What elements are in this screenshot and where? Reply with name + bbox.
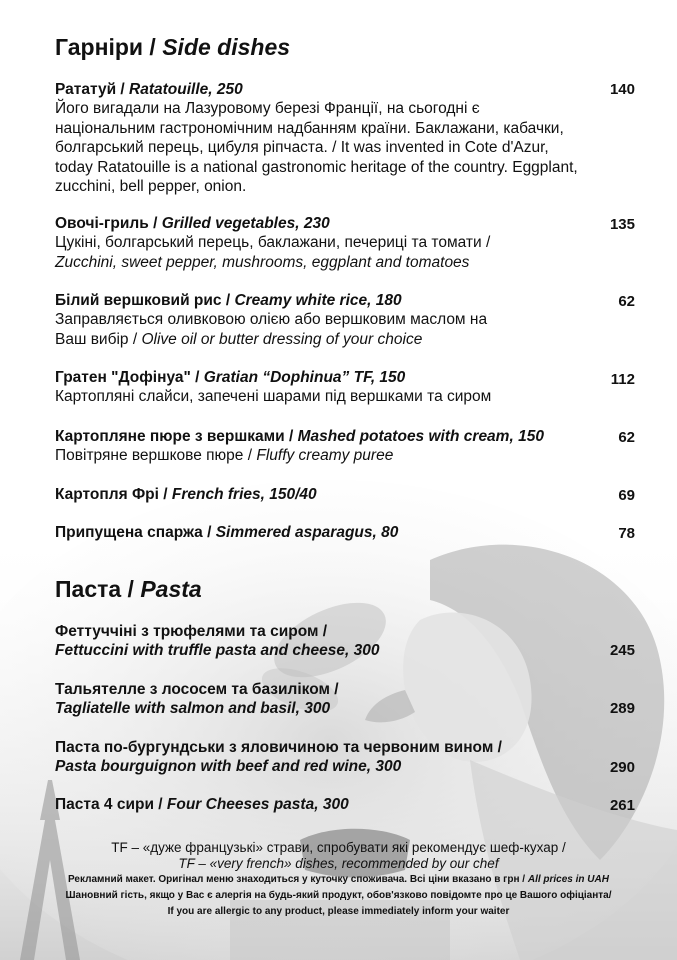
menu-item-tagliatelle bbox=[55, 680, 595, 718]
desc-line: національним гастрономічним надбанням країни. Баклажани, кабачки, bbox=[55, 119, 564, 137]
section-title-pasta bbox=[55, 576, 202, 603]
dish-name-ua: Рататуй / bbox=[55, 81, 125, 98]
menu-item-grilled-vegetables bbox=[55, 214, 595, 272]
dish-name-ua: Білий вершковий рис / bbox=[55, 292, 231, 309]
desc-line: Заправляється оливковою олією або вершковим маслом на bbox=[55, 311, 488, 328]
dish-name bbox=[55, 80, 595, 99]
section-title-ua: Паста / bbox=[55, 576, 134, 602]
dish-name bbox=[55, 680, 595, 718]
dish-name-en: Ratatouille, 250 bbox=[129, 81, 243, 98]
disclaimer-note bbox=[0, 872, 677, 888]
desc-ua: Картопляні слайси, запечені шарами під вершками та сиром bbox=[55, 388, 492, 405]
price-four-cheeses-pasta: 261 bbox=[609, 797, 635, 814]
dish-name bbox=[55, 622, 595, 660]
dish-name-en: Four Cheeses pasta, 300 bbox=[166, 796, 349, 813]
dish-name bbox=[55, 795, 595, 814]
price-asparagus: 78 bbox=[618, 525, 635, 542]
dish-name-ua: Гратен "Дофінуа" / bbox=[55, 369, 200, 386]
price-mashed-potatoes: 62 bbox=[618, 429, 635, 446]
dish-name-ua: Картопляне пюре з вершками / bbox=[55, 428, 294, 445]
menu-item-mashed-potatoes bbox=[55, 427, 595, 466]
dish-name-en: French fries, 150/40 bbox=[171, 486, 317, 503]
dish-name-ua: Тальятелле з лососем та базиліком / bbox=[55, 681, 339, 698]
menu-item-creamy-white-rice bbox=[55, 291, 595, 349]
price-tagliatelle: 289 bbox=[609, 700, 635, 717]
dish-description bbox=[55, 310, 595, 349]
dish-name bbox=[55, 214, 595, 233]
dish-name-en: Pasta bourguignon with beef and red wine, 300 bbox=[55, 758, 402, 775]
desc-en: Zucchini, sweet pepper, mushrooms, eggplant and tomatoes bbox=[55, 253, 470, 271]
menu-item-pasta-bourguignon bbox=[55, 738, 595, 776]
section-title-side-dishes bbox=[55, 34, 290, 61]
dish-name-ua: Припущена спаржа / bbox=[55, 524, 212, 541]
dish-name-ua: Картопля Фрі / bbox=[55, 486, 168, 503]
menu-item-four-cheeses-pasta bbox=[55, 795, 595, 814]
tf-note-en-line bbox=[0, 856, 677, 872]
disclaimer-ua: Рекламний макет. Оригінал меню знаходиться у куточку споживача. Всі ціни вказано в грн / bbox=[68, 874, 526, 885]
tf-note-en: TF – «very french» dishes, recommended by our chef bbox=[178, 856, 499, 871]
price-grilled-vegetables: 135 bbox=[609, 216, 635, 233]
dish-name-en: Tagliatelle with salmon and basil, 300 bbox=[55, 700, 331, 717]
disclaimer-en: All prices in UAH bbox=[527, 874, 609, 885]
dish-name bbox=[55, 523, 595, 542]
dish-name-ua: Паста 4 сири / bbox=[55, 796, 163, 813]
section-title-en: Side dishes bbox=[162, 34, 291, 60]
dish-name-ua: Овочі-гриль / bbox=[55, 215, 158, 232]
menu-item-french-fries bbox=[55, 485, 595, 504]
allergy-note-ua: Шановний гість, якщо у Вас є алергія на будь-який продукт, обов'язково повідомте про це Вашого офіціанта/ bbox=[65, 890, 612, 901]
dish-name-en: Fettuccini with truffle pasta and cheese, 300 bbox=[55, 642, 380, 659]
dish-name bbox=[55, 485, 595, 504]
dish-name-en: Grilled vegetables, 230 bbox=[161, 215, 330, 232]
dish-name bbox=[55, 738, 595, 776]
price-pasta-bourguignon: 290 bbox=[609, 759, 635, 776]
tf-note-ua: TF – «дуже французькі» страви, спробувати які рекомендує шеф-кухар / bbox=[111, 840, 566, 855]
desc-ua: Цукіні, болгарський перець, баклажани, печериці та томати / bbox=[55, 234, 491, 251]
menu-item-asparagus bbox=[55, 523, 595, 542]
price-gratin: 112 bbox=[610, 371, 635, 388]
allergy-note-en: If you are allergic to any product, please immediately inform your waiter bbox=[167, 906, 510, 917]
menu-item-fettuccini bbox=[55, 622, 595, 660]
price-french-fries: 69 bbox=[618, 487, 635, 504]
section-title-ua: Гарніри / bbox=[55, 34, 156, 60]
desc-line: Його вигадали на Лазуровому березі Франції, на сьогодні є bbox=[55, 100, 480, 117]
dish-description bbox=[55, 233, 595, 272]
desc-ua: Ваш вибір / bbox=[55, 330, 138, 348]
dish-name bbox=[55, 291, 595, 310]
dish-description bbox=[55, 387, 595, 407]
section-title-en: Pasta bbox=[140, 576, 202, 602]
dish-description bbox=[55, 99, 595, 197]
footnotes bbox=[0, 840, 677, 920]
dish-name-en: Creamy white rice, 180 bbox=[234, 292, 402, 309]
menu-item-ratatouille bbox=[55, 80, 595, 197]
dish-name-ua: Паста по-бургундськи з яловичиною та червоним вином / bbox=[55, 739, 502, 756]
dish-name-ua: Феттуччіні з трюфелями та сиром / bbox=[55, 623, 328, 640]
desc-en: Olive oil or butter dressing of your choice bbox=[141, 330, 423, 348]
menu-item-gratin-dauphinois bbox=[55, 368, 595, 407]
price-creamy-white-rice: 62 bbox=[618, 293, 635, 310]
desc-line: болгарський перець, цибуля ріпчаста. / It was invented in Cote d'Azur, bbox=[55, 139, 549, 156]
dish-name-en: Mashed potatoes with cream, 150 bbox=[297, 428, 544, 445]
desc-line: zucchini, bell pepper, onion. bbox=[55, 178, 247, 195]
dish-name-en: Simmered asparagus, 80 bbox=[215, 524, 399, 541]
dish-name bbox=[55, 368, 595, 387]
price-fettuccini: 245 bbox=[609, 642, 635, 659]
dish-description bbox=[55, 446, 595, 466]
dish-name bbox=[55, 427, 595, 446]
price-ratatouille: 140 bbox=[609, 81, 635, 98]
desc-ua: Повітряне вершкове пюре / bbox=[55, 447, 253, 464]
dish-name-en: Gratian “Dophinua” TF, 150 bbox=[203, 369, 406, 386]
desc-line: today Ratatouille is a national gastronomic heritage of the country. Eggplant, bbox=[55, 158, 578, 176]
desc-en: Fluffy creamy puree bbox=[256, 447, 394, 464]
